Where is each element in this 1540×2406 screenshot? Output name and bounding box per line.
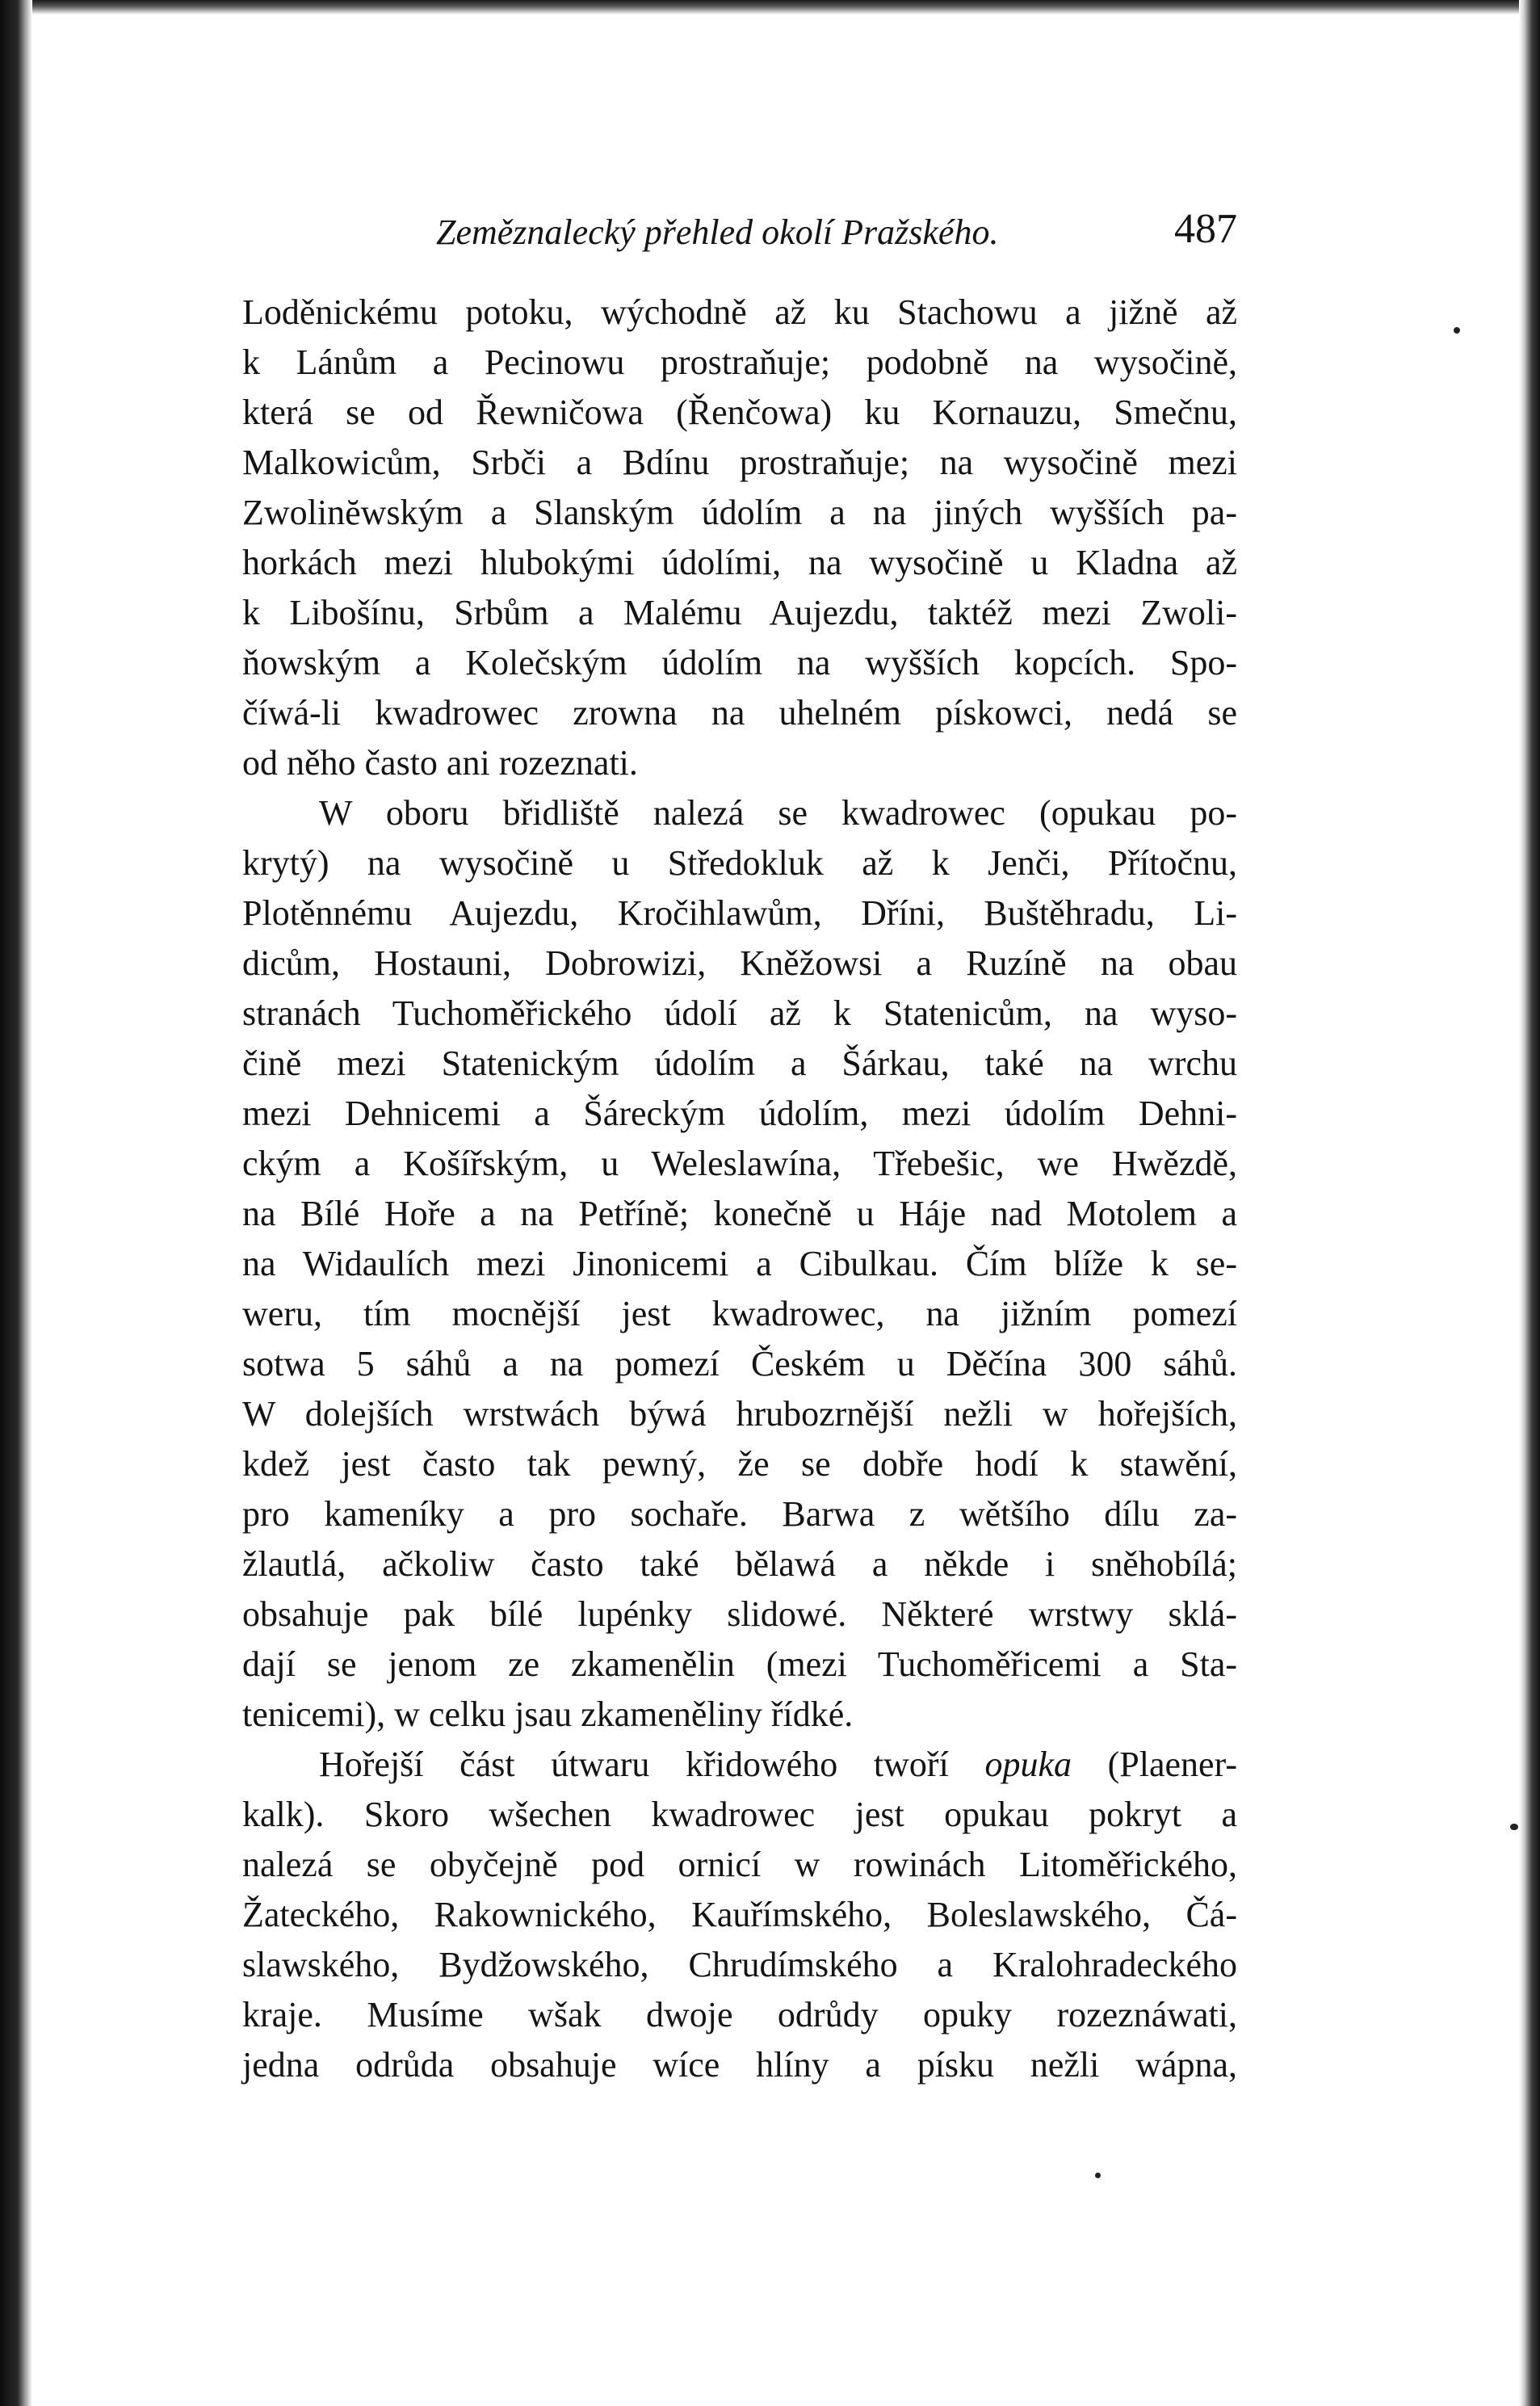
text-line: Hořejší část útwaru křidowého twoří opuka (Plaener- — [319, 1745, 1237, 1784]
text-line: stranách Tuchoměřického údolí až k Statenicům, na wyso- — [242, 993, 1237, 1033]
text-line: nalezá se obyčejně pod ornicí w rowinách Litoměřického, — [242, 1845, 1237, 1884]
text-line: dicům, Hostauni, Dobrowizi, Kněžowsi a Ruzíně na obau — [242, 943, 1237, 983]
body-text — [242, 288, 1237, 2090]
page-header — [242, 204, 1237, 260]
emphasis-term: opuka — [984, 1745, 1072, 1784]
text-line: Plotěnnému Aujezdu, Kročihlawům, Dříni, Buštěhradu, Li- — [242, 893, 1237, 933]
text-line: číwá-li kwadrowec zrowna na uhelném pískowci, nedá se — [242, 693, 1237, 733]
text-line: kalk). Skoro wšechen kwadrowec jest opukau pokryt a — [242, 1795, 1237, 1834]
text-line: slawského, Bydžowského, Chrudímského a Kralohradeckého — [242, 1945, 1237, 1984]
text-line: žlautlá, ačkoliw často také bělawá a někde i sněhobílá; — [242, 1544, 1237, 1584]
text-line: čině mezi Statenickým údolím a Šárkau, také na wrchu — [242, 1043, 1237, 1083]
text-line: kdež jest často tak pewný, že se dobře hodí k stawění, — [242, 1444, 1237, 1484]
text-line: kraje. Musíme wšak dwoje odrůdy opuky rozeznáwati, — [242, 1995, 1237, 2034]
scan-edge-left — [0, 0, 32, 2406]
scan-speck — [1510, 1824, 1518, 1830]
text-line: Loděnickému potoku, wýchodně až ku Stachowu a jižně až — [242, 292, 1237, 332]
text-line: k Lánům a Pecinowu prostraňuje; podobně na wysočině, — [242, 342, 1237, 382]
text-line: od něho často ani rozeznati. — [242, 743, 638, 783]
text-line: která se od Řewničowa (Řenčowa) ku Kornauzu, Smečnu, — [242, 393, 1237, 432]
text-line: Malkowicům, Srbči a Bdínu prostraňuje; na wysočině mezi — [242, 443, 1237, 482]
text-line: mezi Dehnicemi a Šáreckým údolím, mezi údolím Dehni- — [242, 1094, 1237, 1133]
text-line: na Widaulích mezi Jinonicemi a Cibulkau. Čím blíže k se- — [242, 1244, 1237, 1283]
text-line: obsahuje pak bílé lupénky slidowé. Některé wrstwy sklá- — [242, 1594, 1237, 1634]
text-line: dají se jenom ze zkamenělin (mezi Tuchoměřicemi a Sta- — [242, 1644, 1237, 1684]
scan-speck — [1095, 2173, 1101, 2178]
text-line: na Bílé Hoře a na Petříně; konečně u Háje nad Motolem a — [242, 1194, 1237, 1233]
text-line: ňowským a Kolečským údolím na wyšších kopcích. Spo- — [242, 643, 1237, 682]
text-line: k Libošínu, Srbům a Malému Aujezdu, taktéž mezi Zwoli- — [242, 593, 1237, 632]
text-line: W oboru břidliště nalezá se kwadrowec (opukau po- — [319, 793, 1237, 833]
text-line: krytý) na wysočině u Středokluk až k Jenči, Přítočnu, — [242, 843, 1237, 883]
text-line: W dolejších wrstwách býwá hrubozrnější nežli w hořejších, — [242, 1394, 1237, 1434]
text-line: pro kameníky a pro sochaře. Barwa z wětšího dílu za- — [242, 1494, 1237, 1534]
scan-speck — [1454, 327, 1460, 334]
text-line: tenicemi), w celku jsau zkameněliny řídké. — [242, 1694, 854, 1734]
text-line: Zwolinĕwským a Slanským údolím a na jiných wyšších pa- — [242, 493, 1237, 532]
paragraph — [242, 788, 1237, 1740]
paragraph — [242, 288, 1237, 788]
paragraph — [242, 1740, 1237, 2090]
scan-edge-right — [1519, 0, 1540, 2406]
running-title: Zeměznalecký přehled okolí Pražského. — [436, 212, 999, 252]
page-number: 487 — [1174, 206, 1237, 252]
text-line: horkách mezi hlubokými údolími, na wysočině u Kladna až — [242, 543, 1237, 582]
text-line: jedna odrůda obsahuje wíce hlíny a písku nežli wápna, — [242, 2045, 1237, 2085]
text-line: Žateckého, Rakownického, Kauřímského, Boleslawského, Čá- — [242, 1895, 1237, 1934]
text-line: sotwa 5 sáhů a na pomezí Českém u Děčína 300 sáhů. — [242, 1344, 1237, 1384]
scan-edge-top — [0, 0, 1540, 15]
text-line: weru, tím mocnější jest kwadrowec, na jižním pomezí — [242, 1294, 1237, 1333]
text-line: ckým a Košířským, u Weleslawína, Třebešic, we Hwězdě, — [242, 1144, 1237, 1183]
